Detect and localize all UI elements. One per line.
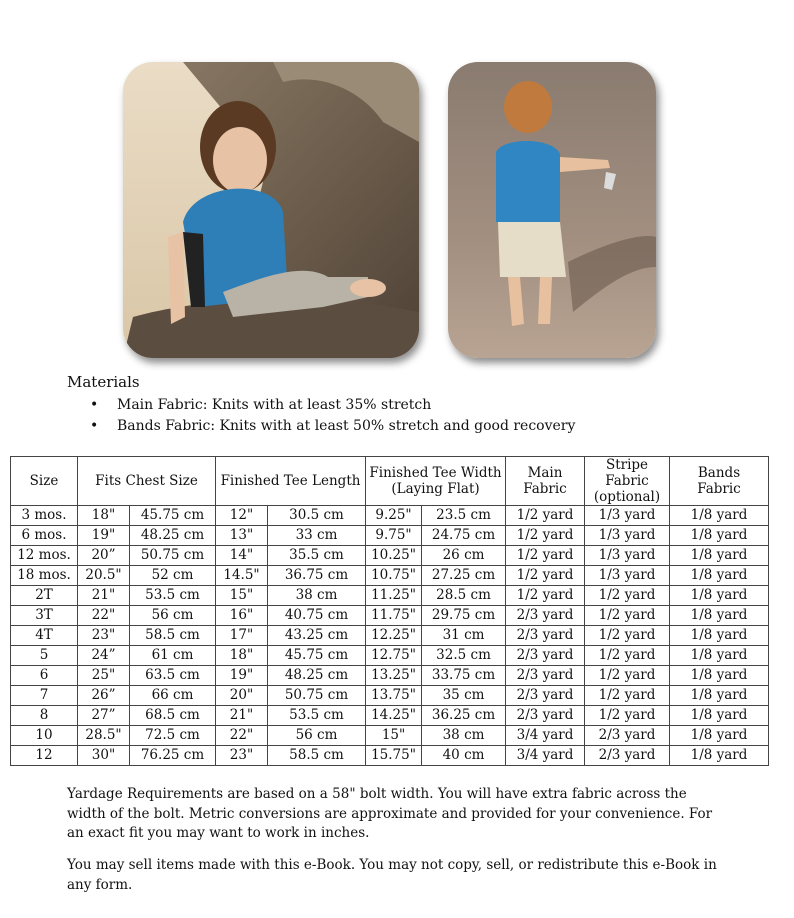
cell-width-in: 11.75" xyxy=(366,606,422,626)
cell-stripe-fabric: 1/2 yard xyxy=(585,606,670,626)
cell-width-in: 12.75" xyxy=(366,646,422,666)
cell-size: 8 xyxy=(11,706,78,726)
cell-width-cm: 33.75 cm xyxy=(422,666,506,686)
cell-width-in: 9.25" xyxy=(366,506,422,526)
cell-chest-cm: 52 cm xyxy=(130,566,216,586)
header-stripe-line1: Stripe xyxy=(605,457,649,473)
cell-size: 3T xyxy=(11,606,78,626)
cell-bands-fabric: 1/8 yard xyxy=(670,706,769,726)
cell-bands-fabric: 1/8 yard xyxy=(670,566,769,586)
table-row xyxy=(11,706,769,726)
cell-length-in: 23" xyxy=(216,746,268,766)
cell-length-cm: 58.5 cm xyxy=(268,746,366,766)
cell-width-in: 10.25" xyxy=(366,546,422,566)
table-row xyxy=(11,646,769,666)
cell-width-cm: 24.75 cm xyxy=(422,526,506,546)
cell-length-in: 14" xyxy=(216,546,268,566)
materials-item-main-fabric: • Main Fabric: Knits with at least 35% stretch xyxy=(90,395,575,416)
photo-child-at-beach xyxy=(448,62,656,358)
cell-width-cm: 29.75 cm xyxy=(422,606,506,626)
cell-width-cm: 23.5 cm xyxy=(422,506,506,526)
cell-bands-fabric: 1/8 yard xyxy=(670,606,769,626)
cell-bands-fabric: 1/8 yard xyxy=(670,546,769,566)
cell-stripe-fabric: 1/3 yard xyxy=(585,546,670,566)
cell-chest-in: 22" xyxy=(78,606,130,626)
header-bands-line1: Bands xyxy=(697,465,741,481)
cell-length-in: 15" xyxy=(216,586,268,606)
cell-width-cm: 28.5 cm xyxy=(422,586,506,606)
cell-width-in: 10.75" xyxy=(366,566,422,586)
cell-chest-cm: 72.5 cm xyxy=(130,726,216,746)
table-row xyxy=(11,726,769,746)
cell-length-in: 14.5" xyxy=(216,566,268,586)
cell-bands-fabric: 1/8 yard xyxy=(670,646,769,666)
cell-stripe-fabric: 1/3 yard xyxy=(585,506,670,526)
cell-chest-in: 27” xyxy=(78,706,130,726)
cell-length-in: 22" xyxy=(216,726,268,746)
header-bands-fabric xyxy=(670,457,769,506)
license-note: You may sell items made with this e-Book. You may not copy, sell, or redistribute this e-Book in any form. xyxy=(67,857,717,893)
cell-length-cm: 36.75 cm xyxy=(268,566,366,586)
header-width-line1: Finished Tee Width xyxy=(369,465,502,481)
cell-length-cm: 53.5 cm xyxy=(268,706,366,726)
cell-chest-in: 24” xyxy=(78,646,130,666)
cell-size: 12 xyxy=(11,746,78,766)
cell-width-cm: 38 cm xyxy=(422,726,506,746)
cell-chest-in: 21" xyxy=(78,586,130,606)
cell-chest-in: 19" xyxy=(78,526,130,546)
cell-chest-cm: 66 cm xyxy=(130,686,216,706)
cell-chest-in: 18" xyxy=(78,506,130,526)
cell-bands-fabric: 1/8 yard xyxy=(670,686,769,706)
table-row xyxy=(11,546,769,566)
table-row xyxy=(11,566,769,586)
header-main-line1: Main xyxy=(527,465,563,481)
header-main-fabric xyxy=(506,457,585,506)
cell-width-cm: 36.25 cm xyxy=(422,706,506,726)
cell-chest-cm: 50.75 cm xyxy=(130,546,216,566)
table-row xyxy=(11,606,769,626)
cell-stripe-fabric: 1/2 yard xyxy=(585,626,670,646)
cell-stripe-fabric: 1/2 yard xyxy=(585,686,670,706)
cell-width-cm: 32.5 cm xyxy=(422,646,506,666)
cell-length-in: 19" xyxy=(216,666,268,686)
table-row xyxy=(11,746,769,766)
cell-main-fabric: 2/3 yard xyxy=(506,626,585,646)
photo-child-on-driftwood xyxy=(123,62,419,358)
table-header-row xyxy=(11,457,769,506)
cell-main-fabric: 2/3 yard xyxy=(506,606,585,626)
cell-bands-fabric: 1/8 yard xyxy=(670,626,769,646)
cell-width-in: 14.25" xyxy=(366,706,422,726)
cell-stripe-fabric: 2/3 yard xyxy=(585,726,670,746)
cell-main-fabric: 2/3 yard xyxy=(506,646,585,666)
cell-chest-in: 20” xyxy=(78,546,130,566)
cell-width-in: 9.75" xyxy=(366,526,422,546)
header-main-line2: Fabric xyxy=(523,481,567,497)
cell-length-in: 13" xyxy=(216,526,268,546)
yardage-note: Yardage Requirements are based on a 58" bolt width. You will have extra fabric across the width of the bolt. Metric conversions are approximate and provided for your convenience. For an exact fit you may want to work in inches. xyxy=(67,786,713,841)
cell-chest-cm: 45.75 cm xyxy=(130,506,216,526)
cell-width-in: 11.25" xyxy=(366,586,422,606)
cell-width-in: 12.25" xyxy=(366,626,422,646)
materials-list xyxy=(90,395,575,437)
cell-stripe-fabric: 1/2 yard xyxy=(585,646,670,666)
table-row xyxy=(11,626,769,646)
cell-chest-cm: 76.25 cm xyxy=(130,746,216,766)
table-row xyxy=(11,586,769,606)
cell-length-cm: 45.75 cm xyxy=(268,646,366,666)
table-row xyxy=(11,686,769,706)
cell-length-cm: 48.25 cm xyxy=(268,666,366,686)
cell-width-cm: 26 cm xyxy=(422,546,506,566)
materials-item-bands-fabric: • Bands Fabric: Knits with at least 50% stretch and good recovery xyxy=(90,416,575,437)
cell-bands-fabric: 1/8 yard xyxy=(670,726,769,746)
cell-bands-fabric: 1/8 yard xyxy=(670,746,769,766)
cell-chest-in: 23" xyxy=(78,626,130,646)
table-row xyxy=(11,526,769,546)
cell-main-fabric: 2/3 yard xyxy=(506,666,585,686)
cell-stripe-fabric: 1/2 yard xyxy=(585,706,670,726)
header-fits-chest-size: Fits Chest Size xyxy=(78,457,216,506)
cell-chest-cm: 48.25 cm xyxy=(130,526,216,546)
cell-main-fabric: 3/4 yard xyxy=(506,746,585,766)
cell-size: 5 xyxy=(11,646,78,666)
cell-main-fabric: 2/3 yard xyxy=(506,686,585,706)
cell-chest-cm: 58.5 cm xyxy=(130,626,216,646)
header-finished-tee-length: Finished Tee Length xyxy=(216,457,366,506)
cell-chest-in: 25" xyxy=(78,666,130,686)
table-row xyxy=(11,506,769,526)
cell-length-cm: 43.25 cm xyxy=(268,626,366,646)
cell-size: 18 mos. xyxy=(11,566,78,586)
cell-stripe-fabric: 1/2 yard xyxy=(585,666,670,686)
cell-size: 3 mos. xyxy=(11,506,78,526)
cell-length-in: 18" xyxy=(216,646,268,666)
cell-width-cm: 31 cm xyxy=(422,626,506,646)
cell-size: 6 xyxy=(11,666,78,686)
cell-main-fabric: 1/2 yard xyxy=(506,526,585,546)
header-width-line2: (Laying Flat) xyxy=(391,481,480,497)
cell-stripe-fabric: 2/3 yard xyxy=(585,746,670,766)
cell-length-cm: 35.5 cm xyxy=(268,546,366,566)
cell-width-in: 15" xyxy=(366,726,422,746)
cell-stripe-fabric: 1/3 yard xyxy=(585,526,670,546)
cell-chest-in: 20.5" xyxy=(78,566,130,586)
cell-width-in: 13.25" xyxy=(366,666,422,686)
cell-size: 6 mos. xyxy=(11,526,78,546)
cell-length-in: 16" xyxy=(216,606,268,626)
cell-length-cm: 50.75 cm xyxy=(268,686,366,706)
header-stripe-fabric xyxy=(585,457,670,506)
cell-length-cm: 33 cm xyxy=(268,526,366,546)
cell-chest-in: 28.5" xyxy=(78,726,130,746)
cell-size: 10 xyxy=(11,726,78,746)
cell-width-in: 15.75" xyxy=(366,746,422,766)
header-stripe-line3: (optional) xyxy=(593,489,661,505)
header-stripe-line2: Fabric xyxy=(605,473,649,489)
cell-length-cm: 30.5 cm xyxy=(268,506,366,526)
cell-main-fabric: 1/2 yard xyxy=(506,586,585,606)
cell-length-cm: 40.75 cm xyxy=(268,606,366,626)
cell-stripe-fabric: 1/3 yard xyxy=(585,566,670,586)
cell-length-in: 17" xyxy=(216,626,268,646)
header-bands-line2: Fabric xyxy=(697,481,741,497)
cell-chest-in: 30" xyxy=(78,746,130,766)
cell-size: 4T xyxy=(11,626,78,646)
cell-size: 12 mos. xyxy=(11,546,78,566)
materials-heading: Materials xyxy=(67,373,140,391)
cell-main-fabric: 3/4 yard xyxy=(506,726,585,746)
cell-bands-fabric: 1/8 yard xyxy=(670,526,769,546)
cell-chest-cm: 61 cm xyxy=(130,646,216,666)
header-finished-tee-width xyxy=(366,457,506,506)
cell-stripe-fabric: 1/2 yard xyxy=(585,586,670,606)
header-size: Size xyxy=(11,457,78,506)
cell-chest-cm: 56 cm xyxy=(130,606,216,626)
cell-length-cm: 38 cm xyxy=(268,586,366,606)
cell-width-cm: 27.25 cm xyxy=(422,566,506,586)
cell-main-fabric: 1/2 yard xyxy=(506,506,585,526)
cell-length-in: 21" xyxy=(216,706,268,726)
cell-width-cm: 35 cm xyxy=(422,686,506,706)
cell-chest-cm: 53.5 cm xyxy=(130,586,216,606)
cell-bands-fabric: 1/8 yard xyxy=(670,506,769,526)
cell-length-cm: 56 cm xyxy=(268,726,366,746)
cell-main-fabric: 2/3 yard xyxy=(506,706,585,726)
cell-chest-cm: 68.5 cm xyxy=(130,706,216,726)
table-row xyxy=(11,666,769,686)
cell-size: 2T xyxy=(11,586,78,606)
cell-length-in: 12" xyxy=(216,506,268,526)
size-chart-table xyxy=(10,456,769,766)
cell-width-cm: 40 cm xyxy=(422,746,506,766)
cell-chest-cm: 63.5 cm xyxy=(130,666,216,686)
cell-bands-fabric: 1/8 yard xyxy=(670,666,769,686)
cell-main-fabric: 1/2 yard xyxy=(506,546,585,566)
cell-length-in: 20" xyxy=(216,686,268,706)
cell-chest-in: 26” xyxy=(78,686,130,706)
cell-main-fabric: 1/2 yard xyxy=(506,566,585,586)
cell-bands-fabric: 1/8 yard xyxy=(670,586,769,606)
cell-size: 7 xyxy=(11,686,78,706)
cell-width-in: 13.75" xyxy=(366,686,422,706)
